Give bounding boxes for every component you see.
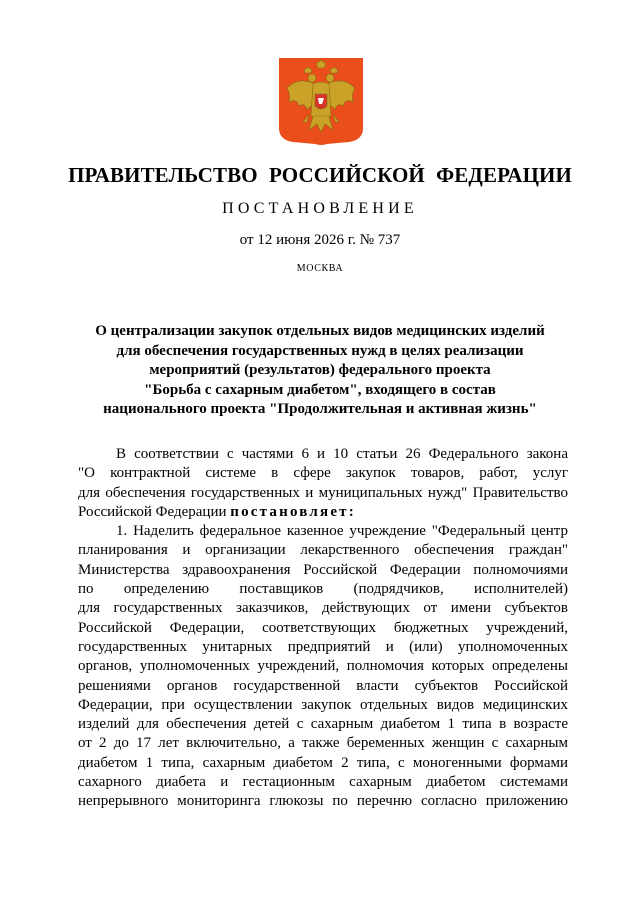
body-line: Министерства здравоохранения Российской Федерации полномочиями — [78, 561, 568, 578]
body-line: планирования и организации лекарственного обеспечения граждан" — [78, 542, 568, 559]
title-line: для обеспечения государственных нужд в целях реализации — [116, 342, 524, 359]
body-line: государственных унитарных предприятий и (или) уполномоченных — [78, 638, 568, 655]
body-line: для государственных заказчиков, действующих от имени субъектов — [78, 600, 568, 617]
body-line: непрерывного мониторинга глюкозы по перечню согласно приложению — [78, 793, 568, 810]
title-line: О централизации закупок отдельных видов медицинских изделий — [95, 323, 545, 339]
body-line — [78, 503, 568, 522]
title-line: национального проекта "Продолжительная и активная жизнь" — [103, 401, 537, 417]
title-line: мероприятий (результатов) федерального проекта — [149, 362, 491, 378]
body-line: "О контрактной системе в сфере закупок товаров, работ, услуг — [78, 465, 568, 482]
body-line: изделий для обеспечения детей с сахарным диабетом 1 типа в возрасте — [78, 716, 568, 733]
document-title — [60, 322, 580, 420]
body-line: Федерации, при осуществлении закупок отдельных видов медицинских — [78, 696, 568, 713]
government-name: ПРАВИТЕЛЬСТВО РОССИЙСКОЙ ФЕДЕРАЦИИ — [68, 163, 572, 187]
title-line: "Борьба с сахарным диабетом", входящего в состав — [144, 381, 496, 398]
body-line: органов, уполномоченных учреждений, полномочия которых определены — [78, 658, 568, 675]
body-line: для обеспечения государственных и муниципальных нужд" Правительство — [78, 484, 568, 501]
body-line-text: Российской Федерации — [78, 503, 231, 520]
coat-of-arms-icon — [279, 58, 363, 146]
document-date-number: от 12 июня 2026 г. № 737 — [239, 232, 401, 248]
body-line: сахарного диабета и гестационным сахарным диабетом системами — [78, 774, 568, 791]
document-place: МОСКВА — [296, 263, 344, 274]
body-line: от 2 до 17 лет включительно, а также беременных женщин с сахарным — [78, 735, 568, 752]
document-type: ПОСТАНОВЛЕНИЕ — [222, 200, 418, 217]
body-line: решениями органов государственной власти субъектов Российской — [78, 677, 568, 694]
resolves-phrase: постановляет: — [230, 503, 356, 520]
body-line: 1. Наделить федеральное казенное учреждение "Федеральный центр — [116, 523, 568, 540]
body-line: В соответствии с частями 6 и 10 статьи 26 Федерального закона — [116, 446, 568, 462]
body-line: диабетом 1 типа, сахарным диабетом 2 типа, с моногенными формами — [78, 754, 568, 771]
document-body — [78, 445, 568, 812]
body-line: Российской Федерации, соответствующих бюджетных учреждений, — [78, 619, 568, 636]
body-line: по определению поставщиков (подрядчиков, исполнителей) — [78, 581, 568, 598]
